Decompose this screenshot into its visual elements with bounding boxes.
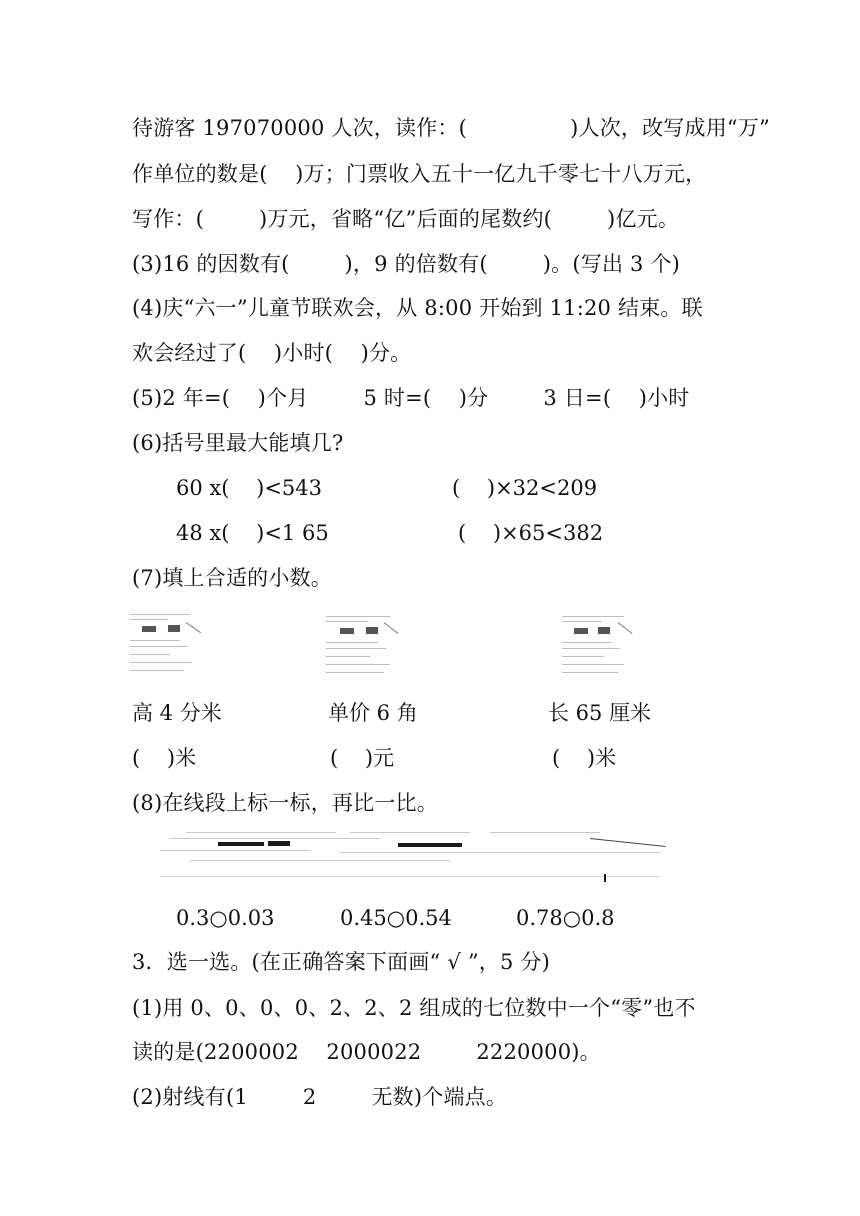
choice-question-1: (1)用 0、0、0、0、2、2、2 组成的七位数中一个“零”也不 xyxy=(132,996,696,1020)
q8-compare-2: 0.45○0.54 xyxy=(340,906,452,930)
thumbnail-image xyxy=(562,612,634,680)
text-line: 作单位的数是( )万；门票收入五十一亿九千零七十八万元， xyxy=(132,162,707,186)
q6-item-a: 60 x( )<543 xyxy=(176,476,323,500)
line-segment-image xyxy=(160,830,670,884)
text-line: 欢会经过了( )小时( )分。 xyxy=(132,341,412,365)
choice-question-2: (2)射线有(1 2 无数)个端点。 xyxy=(132,1085,508,1109)
question-6: (6)括号里最大能填几? xyxy=(132,431,344,455)
question-5: (5)2 年=( )个月 5 时=( )分 3 日=( )小时 xyxy=(132,386,690,410)
q6-item-c: 48 x( )<1 65 xyxy=(176,521,329,545)
q6-item-b: ( )×32<209 xyxy=(452,476,598,500)
question-8: (8)在线段上标一标，再比一比。 xyxy=(132,791,438,815)
q7-label-length: 长 65 厘米 xyxy=(548,701,652,725)
question-4: (4)庆“六一”儿童节联欢会，从 8:00 开始到 11:20 结束。联 xyxy=(132,296,703,320)
q6-item-d: ( )×65<382 xyxy=(458,521,604,545)
thumbnail-image xyxy=(130,610,202,678)
q8-compare-1: 0.3○0.03 xyxy=(176,906,275,930)
text-line: 读的是(2200002 2000022 2220000)。 xyxy=(132,1040,601,1064)
q7-label-price: 单价 6 角 xyxy=(328,701,418,725)
text-line: 待游客 197070000 人次，读作：( )人次，改写成用“万” xyxy=(132,116,770,140)
q7-answer-3: ( )米 xyxy=(552,746,617,770)
thumbnail-image xyxy=(326,612,398,680)
question-3: (3)16 的因数有( )，9 的倍数有( )。(写出 3 个) xyxy=(132,252,681,276)
q7-label-height: 高 4 分米 xyxy=(132,701,222,725)
text-line: 写作：( )万元，省略“亿”后面的尾数约( )亿元。 xyxy=(132,207,680,231)
section-3-heading: 3．选一选。(在正确答案下面画“ √ ”，5 分) xyxy=(132,950,550,974)
q8-compare-3: 0.78○0.8 xyxy=(516,906,615,930)
q7-answer-2: ( )元 xyxy=(330,746,395,770)
question-7: (7)填上合适的小数。 xyxy=(132,566,332,590)
q7-answer-1: ( )米 xyxy=(132,746,197,770)
